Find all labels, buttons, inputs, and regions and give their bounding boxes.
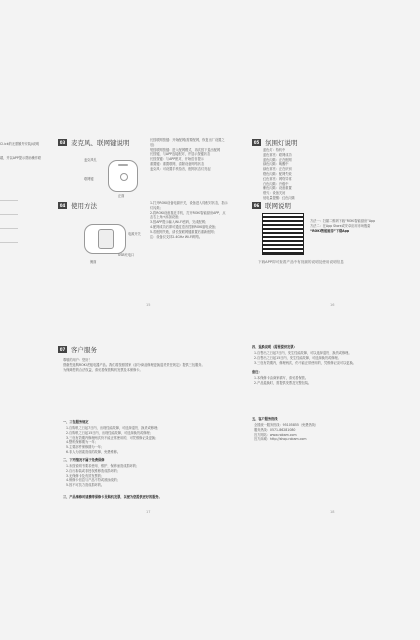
sec08-remark-title: 备注：: [252, 370, 262, 374]
section-title: 联网说明: [265, 202, 291, 210]
section-title: 麦克风、联网键说明: [71, 139, 130, 147]
left-strip-line: 端，并以APP提示帮助操作联: [0, 156, 42, 160]
sec03-desc: 长按联网按键：开始配网(需要配网，恢复出厂设置之后) 短按联网按键：进入配网模式，再次按下退出配网 长按键，与APP连接配对，并显示按键状态 长按按键：与APP配对，开始语音提示 重置键：重置联网，清除设备网络状态 麦克风：可设置手机拾音，配网状态灯亮起: [150, 138, 225, 171]
page-number: 17: [146, 510, 151, 514]
section-07-header: [58, 345, 97, 354]
sec08-title-a: 四、退换说明（需要提供发票）: [252, 345, 297, 349]
page-number: 15: [146, 303, 151, 307]
page-number: 16: [330, 303, 335, 307]
qr-code-image: [262, 213, 304, 255]
section-title: 使用方法: [71, 202, 97, 210]
sec08-b: 全国统一服务热线：95105855（免费热线） 服务热线：0571-86281080 官方网站：www.robam.com 官方商城：http://shop.robam.com: [254, 423, 319, 442]
section-03-header: [58, 138, 130, 147]
sec08-title-b: 五、客户服务热线: [252, 417, 278, 421]
label-side: 侧面: [90, 260, 97, 264]
label-usb-port: USB充电口: [118, 253, 135, 257]
section-number: 06: [253, 203, 260, 208]
section-title: 客户服务: [71, 346, 97, 354]
section-05-header: [252, 138, 298, 147]
device-side-illustration: [84, 224, 126, 254]
section-06-header: [252, 201, 291, 210]
label-mic: 麦克风孔: [84, 158, 97, 162]
sec06-qr-text: 方法一：扫描二维码下载“ROKI智能厨房”App 方法二：在App Store或安卓应用市场搜索 “ROKI智能厨房”下载App: [310, 219, 376, 233]
sec08-remark: 1.本保修卡由商家填写，请妥善保管。 2.产品退换时，需提供发票及完整包装。: [254, 376, 312, 385]
section-number: 07: [59, 347, 66, 352]
sec05-items: 蓝色灯：待机中 蓝色常亮：联网成功 蓝色闪烁：正在配网 绿色闪烁：唤醒中 绿色常亮：正在识别 橙色闪烁：配网失败 红色常亮：网络异常 白色闪烁：升级中 紫色闪烁：设备重置 熄灭：设备关闭 低电量提醒：红色闪烁: [263, 148, 295, 200]
sec08-a: 1.自售出之日起7日内，发生性能故障，可以选择退货、换货或修理。 2.自售出之日起15日内，发生性能故障，可选择换货或修理。 3.三包有效期内，修理两次，仍不能正常使用的，凭维修记录可以更换。: [254, 351, 356, 365]
sec07-intro: 尊敬的用户：您好！ 感谢您选购ROKI老板电器产品。我们将按照国家《部分商品修理更换退货责任规定》提供三包服务。 为保障您的合法权益，请妥善保管购机发票及本保修卡。: [63, 358, 205, 372]
sec07-exclusions: 1.未按说明书要求使用、维护、保养而造成损坏的； 2.自行拆装或非授权维修造成损坏的； 3.无保修卡及有效发票的； 4.保修卡信息与产品不符或被涂改的； 5.因不可抗力造成损坏的。: [66, 464, 140, 488]
label-power-switch: 电源开关: [128, 232, 141, 236]
sec07-notice: 三、产品维修时请携带保修卡及购机发票，以便为您提供更好的服务。: [63, 495, 162, 499]
label-network-key: 联网键: [84, 177, 94, 181]
sec04-steps: 1.打开ROKI设备电源开关，设备进入待配对状态，指示灯闪烁； 2.将ROKI设备靠近手机，打开ROKI智能厨房APP，点击右上角+添加设备； 3.按APP提示输入Wi-Fi密码，完成配网； 4.配网成功后即可通过语音控制ROKI厨电设备； 5.若配网失败，请长按联网键重置后重新配网； 注：设备仅支持2.4GHz Wi-Fi网络。: [150, 201, 228, 239]
sec07-excl-title: 二、下列情况不属于免费保修: [63, 458, 105, 462]
sec06-footer: 下载APP即可查看产品中有视频的说明及使用说明信息: [258, 260, 344, 264]
label-front: 正面: [118, 194, 125, 198]
left-strip-line: Cl.ick的无需额外安装Ji说明: [0, 142, 40, 146]
sec07-rules: 1.自购机之日起7日内，出现性能故障，可选择退货、换货或修理； 2.自购机之日起15日内，出现性能故障，可选择换货或修理； 3.三包有效期内修理两次仍不能正常使用的，可凭维修记录更换； 4.整机保修期为一年； 5.主要部件保修期为一年； 6.非人为因素造成的故障，免费维修。: [66, 426, 161, 454]
page-number: 18: [330, 510, 335, 514]
section-04-header: [58, 201, 97, 210]
section-number: 04: [59, 203, 66, 208]
section-number: 05: [253, 140, 260, 145]
section-number: 03: [59, 140, 66, 145]
sec07-rules-title: 一、三包服务规定: [63, 420, 89, 424]
section-title: 氛围灯说明: [265, 139, 298, 147]
device-front-illustration: [108, 160, 138, 192]
